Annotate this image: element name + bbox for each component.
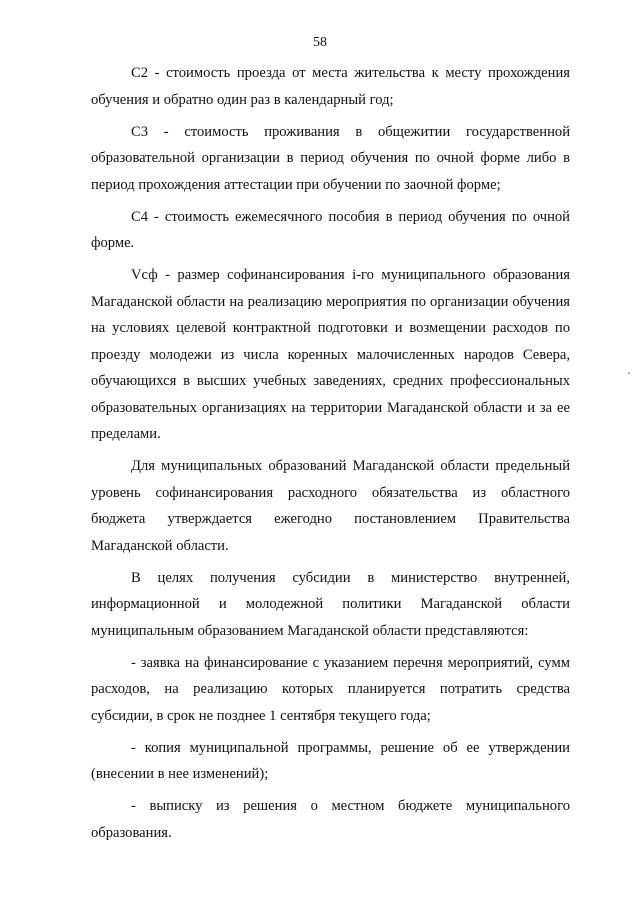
list-item-program-copy: - копия муниципальной программы, решение об ее утверждении (внесении в нее изменений); (91, 739, 570, 782)
page-number: 58 (313, 35, 327, 50)
paragraph-c2-definition: С2 - стоимость проезда от места жительства к месту прохождения обучения и обратно один раз в календарный год; (91, 65, 570, 108)
scan-margin-mark (628, 372, 630, 374)
paragraph-c3-definition: С3 - стоимость проживания в общежитии государственной образовательной организации в период обучения по очной форме либо в период прохождения аттестации при обучении по заочной форме; (91, 123, 570, 193)
list-item-funding-application: - заявка на финансирование с указанием перечня мероприятий, сумм расходов, на реализацию которых планируется потратить средства субсидии, в срок не позднее 1 сентября текущего года; (91, 654, 570, 724)
paragraph-subsidy-submission: В целях получения субсидии в министерство внутренней, информационной и молодежной политики Магаданской области муниципальным образованием Магаданской области представляются: (91, 569, 570, 639)
document-body (91, 60, 570, 852)
list-item-budget-extract: - выписку из решения о местном бюджете муниципального образования. (91, 798, 570, 841)
paragraph-c4-definition: С4 - стоимость ежемесячного пособия в период обучения по очной форме. (91, 208, 570, 251)
paragraph-vsf-definition: Vсф - размер софинансирования i-го муниципального образования Магаданской области на реализацию мероприятия по организации обучения на условиях целевой контрактной подготовки и возмещении расходов по проезду молодежи из числа коренных малочисленных народов Севера, обучающихся в высших учебных заведениях, средних профессиональных образовательных организациях на территории Магаданской области и за ее пределами. (91, 267, 570, 442)
paragraph-cofinancing-limit: Для муниципальных образований Магаданской области предельный уровень софинансирования расходного обязательства из областного бюджета утверждается ежегодно постановлением Правительства Магаданской области. (91, 458, 570, 554)
